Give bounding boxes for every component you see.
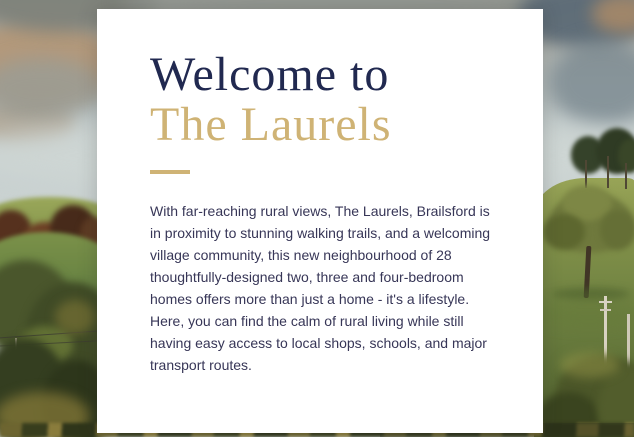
intro-card bbox=[97, 9, 543, 433]
foliage-highlight-shape bbox=[560, 352, 620, 378]
tree-trunk-shape bbox=[585, 160, 587, 188]
cloud-shape bbox=[548, 40, 634, 125]
tree-canopy-shape bbox=[543, 214, 585, 250]
telegraph-pole-shape bbox=[599, 301, 612, 303]
gold-divider bbox=[150, 170, 190, 174]
foliage-highlight-shape bbox=[55, 300, 95, 334]
heading-development-name: The Laurels bbox=[150, 98, 392, 151]
tree-canopy-shape bbox=[600, 210, 634, 250]
telegraph-pole-shape bbox=[600, 309, 611, 311]
heading-welcome: Welcome to bbox=[150, 48, 390, 101]
tree-shadow-shape bbox=[552, 288, 630, 300]
field-shade-shape bbox=[534, 300, 634, 326]
tree-trunk-shape bbox=[607, 156, 609, 188]
intro-paragraph: With far-reaching rural views, The Laurels, Brailsford is in proximity to stunning walking trails, and a welcoming village community, this new neighbourhood of 28 thoughtfully-designed two, three and four-bedroom homes offers more than just a home - it's a lifestyle. Here, you can find the calm of rural living while still having easy access to local shops, schools, and major transport routes. bbox=[150, 203, 491, 373]
tree-trunk-shape bbox=[625, 163, 627, 189]
